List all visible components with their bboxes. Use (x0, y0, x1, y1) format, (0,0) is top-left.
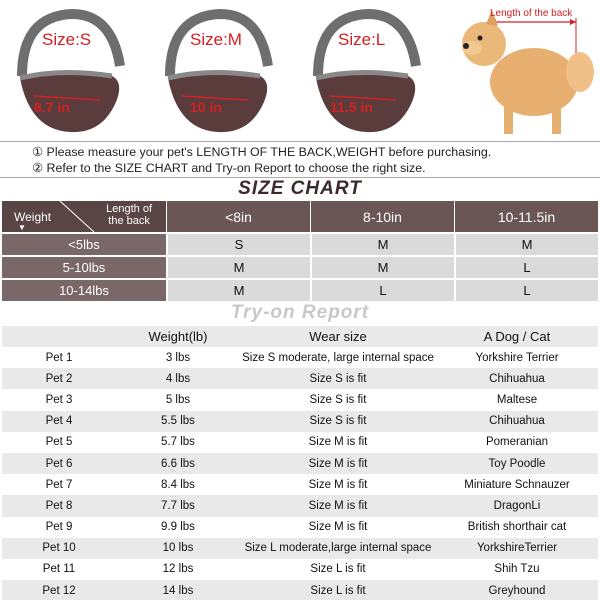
breed: Greyhound (436, 580, 598, 600)
size-cell: L (310, 280, 454, 301)
size-cell: M (454, 234, 598, 255)
breed: British shorthair cat (436, 517, 598, 538)
down-arrow-icon: ▼ (18, 223, 26, 232)
tryon-row (2, 517, 598, 538)
weight-label: 5-10lbs (2, 257, 166, 278)
size-label: Size:L (338, 30, 386, 49)
pet-weight: 6.6 lbs (116, 453, 240, 474)
column-header: <8in (166, 201, 310, 232)
pet-name: Pet 6 (2, 453, 116, 474)
pet-weight: 4 lbs (116, 368, 240, 389)
tryon-row (2, 495, 598, 516)
wear-size: Size M is fit (240, 453, 436, 474)
sling-bag-icon (12, 6, 132, 136)
tryon-header-wear-size: Wear size (240, 326, 436, 347)
tryon-row (2, 474, 598, 495)
product-images (0, 0, 600, 140)
size-chart-row (2, 257, 598, 278)
wear-size: Size S is fit (240, 411, 436, 432)
size-cell: M (310, 234, 454, 255)
breed: YorkshireTerrier (436, 538, 598, 559)
tryon-header-row (2, 326, 598, 347)
breed: Toy Poodle (436, 453, 598, 474)
pet-name: Pet 1 (2, 347, 116, 368)
measure-label: 8.7 in (34, 99, 70, 115)
weight-label: <5lbs (2, 234, 166, 255)
size-cell: M (310, 257, 454, 278)
tryon-row (2, 559, 598, 580)
breed: Shih Tzu (436, 559, 598, 580)
pet-name: Pet 9 (2, 517, 116, 538)
breed: Miniature Schnauzer (436, 474, 598, 495)
tryon-row (2, 368, 598, 389)
instruction-2: ② Refer to the SIZE CHART and Try-on Report to choose the right size. (32, 161, 426, 175)
column-header: 8-10in (310, 201, 454, 232)
breed: DragonLi (436, 495, 598, 516)
size-cell: L (454, 280, 598, 301)
pet-weight: 5.7 lbs (116, 432, 240, 453)
wear-size: Size L is fit (240, 559, 436, 580)
tryon-row (2, 453, 598, 474)
weight-label: 10-14lbs (2, 280, 166, 301)
sling-bag-size-m (160, 6, 280, 136)
measure-label: 11.5 in (330, 99, 373, 115)
wear-size: Size L is fit (240, 580, 436, 600)
corner-weight-label: Weight (14, 210, 52, 224)
wear-size: Size S is fit (240, 389, 436, 410)
sling-bag-icon (160, 6, 280, 136)
tryon-header-pet (2, 326, 116, 347)
corner-length-line-1: Length of (106, 203, 152, 215)
tryon-row (2, 411, 598, 432)
size-label: Size:S (42, 30, 92, 49)
wear-size: Size M is fit (240, 517, 436, 538)
sling-bag-icon (308, 6, 428, 136)
breed: Chihuahua (436, 368, 598, 389)
pet-weight: 3 lbs (116, 347, 240, 368)
pet-weight: 7.7 lbs (116, 495, 240, 516)
wear-size: Size S is fit (240, 368, 436, 389)
pet-name: Pet 11 (2, 559, 116, 580)
breed: Pomeranian (436, 432, 598, 453)
size-chart-header-row (2, 201, 598, 232)
pet-name: Pet 4 (2, 411, 116, 432)
pet-weight: 9.9 lbs (116, 517, 240, 538)
wear-size: Size M is fit (240, 495, 436, 516)
tryon-header-breed: A Dog / Cat (436, 326, 598, 347)
corner-length-label (106, 203, 152, 227)
tryon-row (2, 432, 598, 453)
size-cell: M (166, 257, 310, 278)
size-chart-row (2, 234, 598, 255)
size-cell: M (166, 280, 310, 301)
sling-bag-size-s (12, 6, 132, 136)
dog-photo (448, 0, 600, 140)
pomeranian-icon (448, 0, 600, 140)
length-of-back-label: Length of the back (490, 8, 573, 19)
wear-size: Size S moderate, large internal space (240, 347, 436, 368)
tryon-row (2, 580, 598, 600)
pet-name: Pet 2 (2, 368, 116, 389)
pet-name: Pet 12 (2, 580, 116, 600)
pet-weight: 12 lbs (116, 559, 240, 580)
pet-weight: 10 lbs (116, 538, 240, 559)
size-chart-table (2, 199, 598, 303)
wear-size: Size L moderate,large internal space (240, 538, 436, 559)
instruction-1: ① Please measure your pet's LENGTH OF THE BACK,WEIGHT before purchasing. (32, 145, 492, 159)
measure-label: 10 in (190, 99, 222, 115)
pet-name: Pet 5 (2, 432, 116, 453)
breed: Maltese (436, 389, 598, 410)
size-cell: L (454, 257, 598, 278)
pet-name: Pet 3 (2, 389, 116, 410)
tryon-row (2, 347, 598, 368)
pet-weight: 5 lbs (116, 389, 240, 410)
tryon-header-weight: Weight(lb) (116, 326, 240, 347)
size-chart-corner (2, 201, 166, 232)
tryon-row (2, 389, 598, 410)
tryon-row (2, 538, 598, 559)
size-cell: S (166, 234, 310, 255)
pet-name: Pet 8 (2, 495, 116, 516)
tryon-report-title: Try-on Report (230, 302, 370, 323)
size-chart-row (2, 280, 598, 301)
sling-bag-size-l (308, 6, 428, 136)
pet-weight: 5.5 lbs (116, 411, 240, 432)
column-header: 10-11.5in (454, 201, 598, 232)
size-chart-title: SIZE CHART (238, 178, 362, 199)
pet-weight: 14 lbs (116, 580, 240, 600)
size-label: Size:M (190, 30, 242, 49)
wear-size: Size M is fit (240, 432, 436, 453)
corner-length-line-2: the back (108, 215, 150, 227)
pet-name: Pet 7 (2, 474, 116, 495)
wear-size: Size M is fit (240, 474, 436, 495)
pet-weight: 8.4 lbs (116, 474, 240, 495)
pet-name: Pet 10 (2, 538, 116, 559)
breed: Yorkshire Terrier (436, 347, 598, 368)
tryon-report-table (2, 326, 598, 600)
instructions (0, 141, 600, 178)
breed: Chihuahua (436, 411, 598, 432)
